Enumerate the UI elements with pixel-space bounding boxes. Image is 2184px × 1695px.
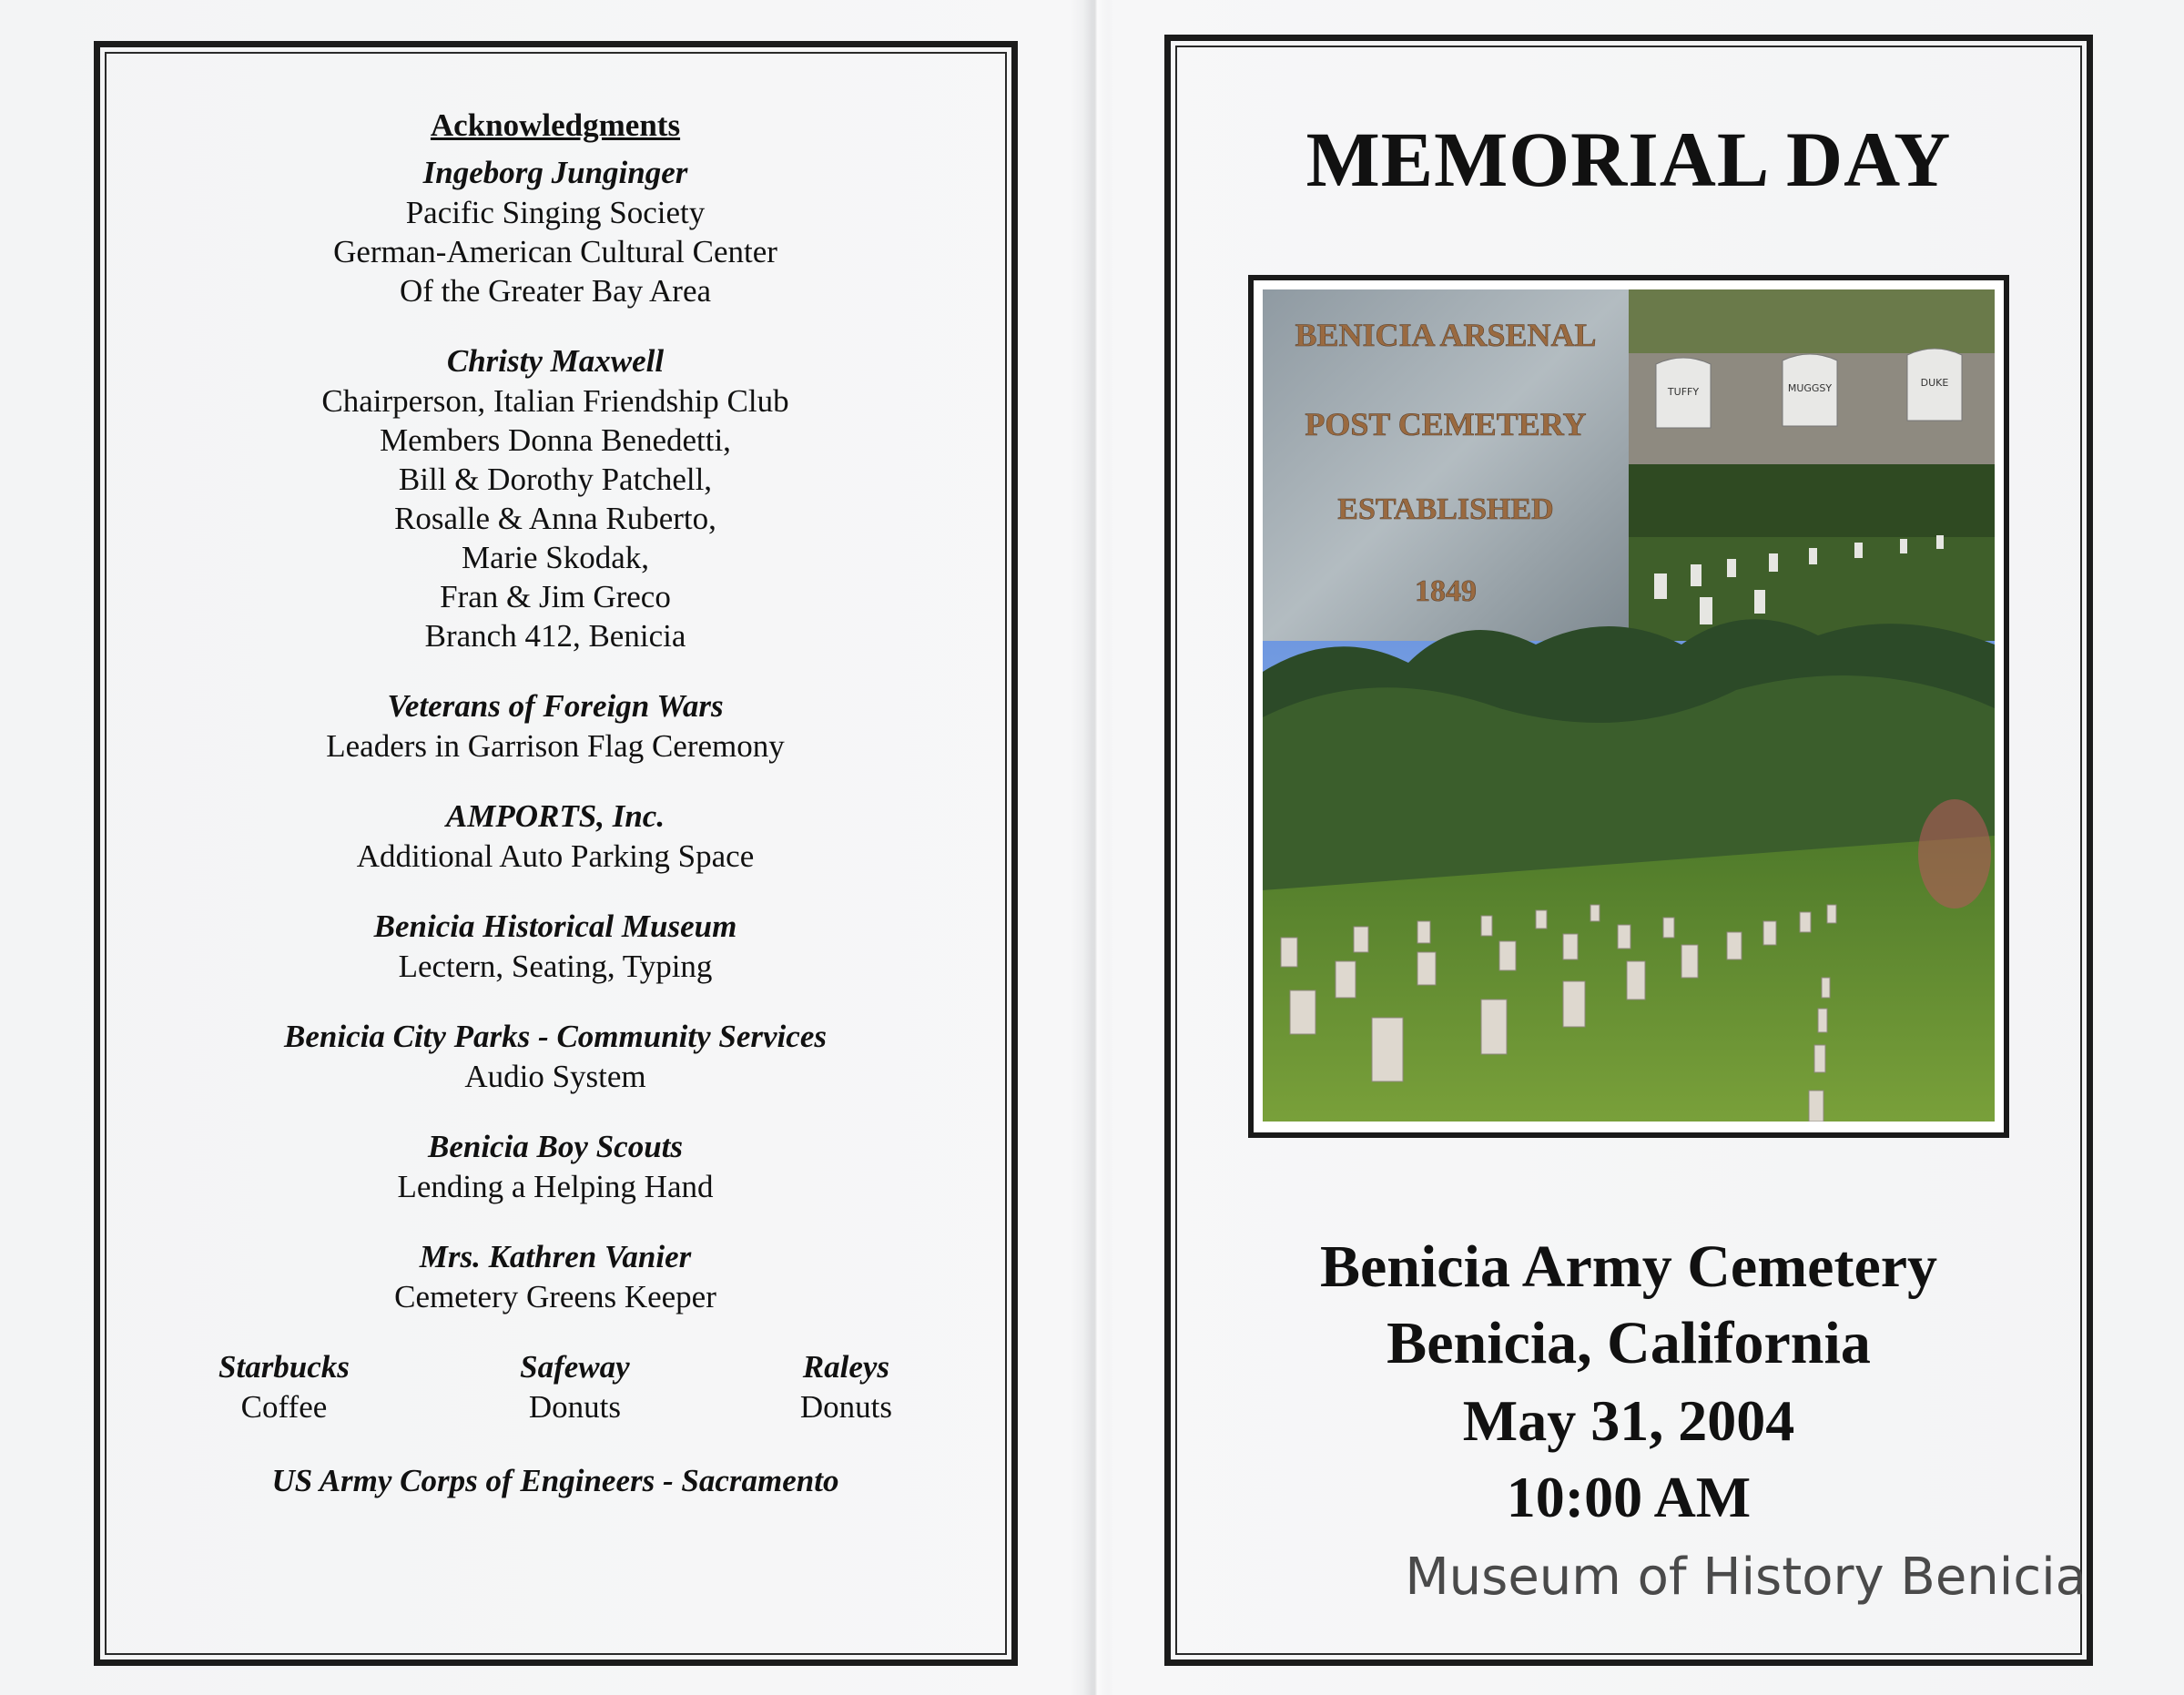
- acknowledgment-line: Lectern, Seating, Typing: [398, 949, 713, 984]
- acknowledgment-line: Fran & Jim Greco: [440, 579, 671, 614]
- acknowledgment-block: [100, 341, 1011, 655]
- sponsor-cell: [520, 1347, 630, 1426]
- acknowledgment-line: Rosalle & Anna Ruberto,: [394, 501, 716, 536]
- acknowledgments-column: [100, 107, 1011, 1499]
- acknowledgment-name: Benicia Historical Museum: [373, 908, 737, 944]
- sponsor-cell: [800, 1347, 892, 1426]
- acknowledgment-name: Ingeborg Junginger: [422, 155, 688, 190]
- acknowledgment-name: Benicia Boy Scouts: [427, 1129, 684, 1164]
- acknowledgment-line: Members Donna Benedetti,: [380, 422, 731, 458]
- sponsor-item: Coffee: [240, 1389, 328, 1425]
- event-time: 10:00 AM: [1506, 1465, 1752, 1529]
- acknowledgment-block: [100, 1127, 1011, 1206]
- plaque-line-1: BENICIA ARSENAL: [1295, 317, 1597, 353]
- acknowledgment-name: AMPORTS, Inc.: [445, 798, 665, 834]
- plaque-line-4: 1849: [1415, 574, 1477, 608]
- headstone-1-label: TUFFY: [1667, 386, 1700, 398]
- event-location: Benicia, California: [1387, 1310, 1871, 1376]
- acknowledgment-line: Audio System: [464, 1059, 646, 1094]
- museum-watermark: Museum of History Benicia: [1405, 1548, 2087, 1607]
- acknowledgment-name: Veterans of Foreign Wars: [387, 688, 724, 724]
- acknowledgment-block: [100, 1237, 1011, 1316]
- sponsor-name: Safeway: [520, 1349, 630, 1385]
- event-name: Benicia Army Cemetery: [1319, 1233, 1938, 1300]
- acknowledgment-block: [100, 153, 1011, 310]
- acknowledgments-heading: Acknowledgments: [430, 107, 681, 143]
- acknowledgment-line: Chairperson, Italian Friendship Club: [321, 383, 789, 419]
- photo-collage: [1263, 289, 1995, 1122]
- acknowledgment-line: Branch 412, Benicia: [424, 618, 686, 654]
- acknowledgment-line: Of the Greater Bay Area: [399, 273, 712, 309]
- acknowledgment-line: Leaders in Garrison Flag Ceremony: [326, 728, 785, 764]
- final-credit: US Army Corps of Engineers - Sacramento: [271, 1463, 839, 1498]
- acknowledgment-block: [100, 907, 1011, 986]
- headstone-3-label: DUKE: [1920, 377, 1949, 389]
- plaque-line-3: ESTABLISHED: [1337, 492, 1554, 526]
- acknowledgment-line: Bill & Dorothy Patchell,: [398, 462, 713, 497]
- acknowledgment-line: Marie Skodak,: [461, 540, 650, 575]
- acknowledgment-line: Cemetery Greens Keeper: [394, 1279, 716, 1314]
- acknowledgment-line: Additional Auto Parking Space: [356, 838, 755, 874]
- acknowledgment-line: Pacific Singing Society: [405, 195, 706, 230]
- center-fold: [1083, 0, 1109, 1695]
- headstone-2-label: MUGGSY: [1787, 382, 1833, 394]
- sponsor-item: Donuts: [528, 1389, 621, 1425]
- plaque-line-2: POST CEMETERY: [1305, 406, 1587, 442]
- sponsor-item: Donuts: [799, 1389, 892, 1425]
- event-date: May 31, 2004: [1462, 1388, 1795, 1453]
- acknowledgment-name: Christy Maxwell: [446, 343, 665, 379]
- acknowledgment-line: Lending a Helping Hand: [397, 1169, 714, 1204]
- acknowledgment-block: [100, 797, 1011, 876]
- sponsor-cell: [218, 1347, 350, 1426]
- cemetery-photo-collage: [1263, 289, 1995, 1122]
- sponsor-row: [218, 1347, 892, 1426]
- acknowledgment-block: [100, 1017, 1011, 1096]
- acknowledgment-name: Benicia City Parks - Community Services: [284, 1019, 827, 1054]
- acknowledgment-name: Mrs. Kathren Vanier: [419, 1239, 692, 1274]
- sponsor-name: Starbucks: [218, 1349, 350, 1385]
- event-details: [1164, 1229, 2093, 1535]
- page-title: MEMORIAL DAY: [1305, 116, 1952, 203]
- sponsor-name: Raleys: [802, 1349, 890, 1385]
- acknowledgment-line: German-American Cultural Center: [333, 234, 777, 269]
- acknowledgment-block: [100, 686, 1011, 766]
